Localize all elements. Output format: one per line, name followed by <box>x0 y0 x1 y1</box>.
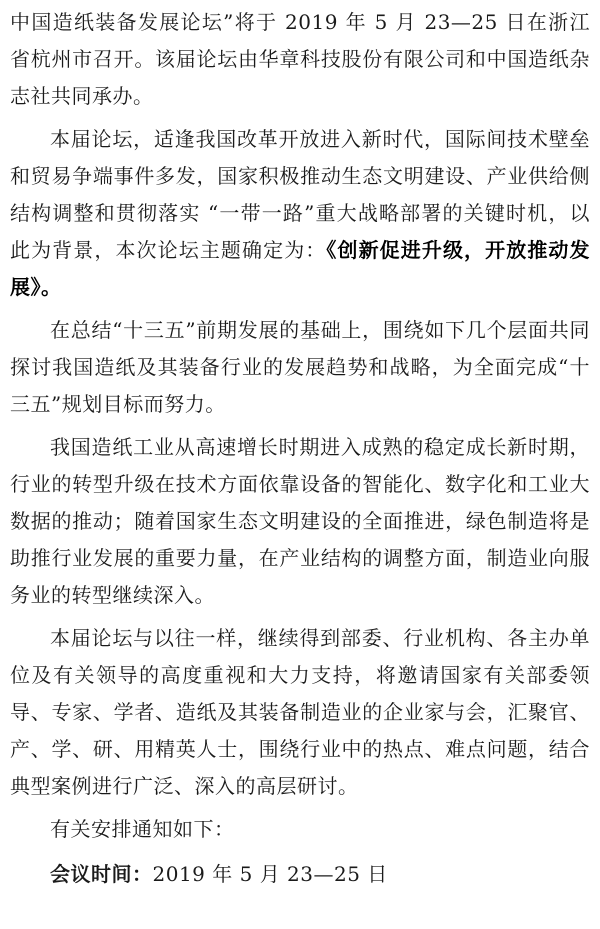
paragraph-notice: 有关安排通知如下： <box>50 817 235 841</box>
paragraph-summary: 在总结“十三五”前期发展的基础上，围绕如下几个层面共同探讨我国造纸及其装备行业的发展趋势和战略，为全面完成“十三五”规划目标而努力。 <box>10 318 590 416</box>
paragraph-intro: 中国造纸装备发展论坛”将于 2019 年 5 月 23—25 日在浙江省杭州市召开。该届论坛由华章科技股份有限公司和中国造纸杂志社共同承办。 <box>10 10 590 108</box>
meeting-time-value: 2019 年 5 月 23—25 日 <box>152 862 388 886</box>
paragraph-support: 本届论坛与以往一样，继续得到部委、行业机构、各主办单位及有关领导的高度重视和大力支持，将邀请国家有关部委领导、专家、学者、造纸及其装备制造业的企业家与会，汇聚官、产、学、研、用精英人士，围绕行业中的热点、难点问题，结合典型案例进行广泛、深入的高层研讨。 <box>10 626 590 798</box>
paragraph-background <box>10 121 590 306</box>
paragraph-industry: 我国造纸工业从高速增长时期进入成熟的稳定成长新时期，行业的转型升级在技术方面依靠设备的智能化、数字化和工业大数据的推动；随着国家生态文明建设的全面推进，绿色制造将是助推行业发展的重要力量，在产业结构的调整方面，制造业向服务业的转型继续深入。 <box>10 435 590 607</box>
meeting-time <box>10 856 590 893</box>
forum-theme: 《创新促进升级，开放推动发展》。 <box>10 238 591 299</box>
meeting-time-label: 会议时间： <box>50 862 153 886</box>
paragraph-background-text: 本届论坛，适逢我国改革开放进入新时代，国际间技术壁垒和贸易争端事件多发，国家积极推动生态文明建设、产业供给侧结构调整和贯彻落实 “一带一路”重大战略部署的关键时机，以此为背景，本次论坛主题确定为： <box>10 127 590 262</box>
